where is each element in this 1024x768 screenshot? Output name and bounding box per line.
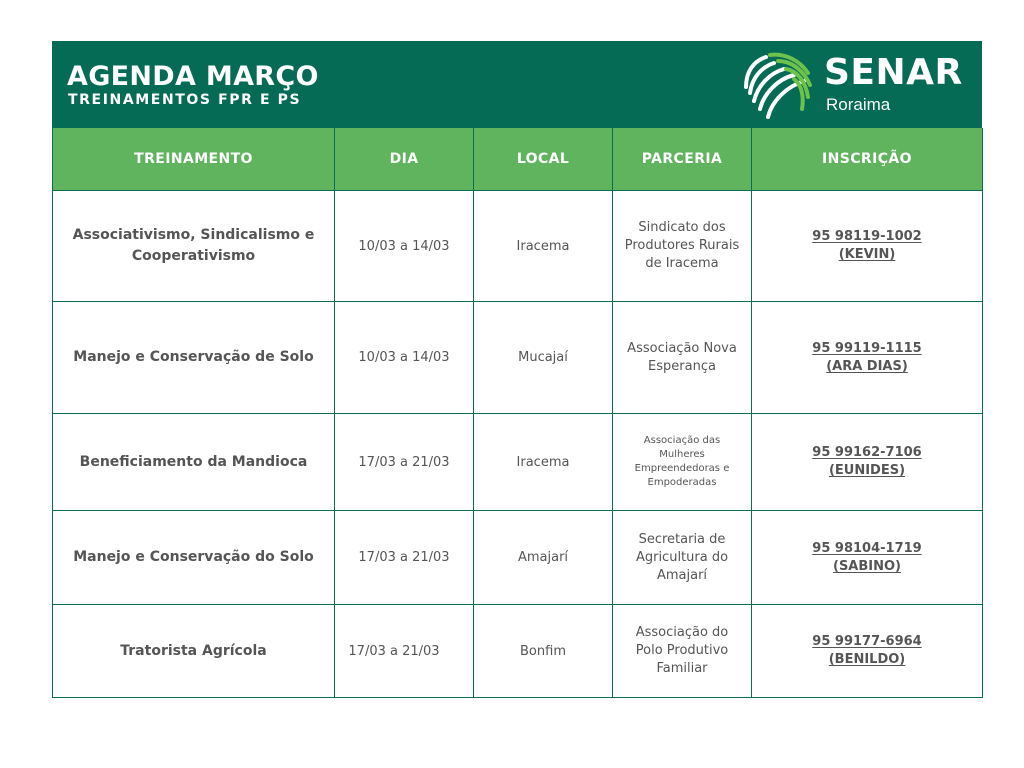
logo-region: Roraima [826, 95, 891, 114]
training-name: Tratorista Agrícola [53, 605, 335, 698]
registration-contact [752, 511, 983, 605]
column-header-partner: PARCERIA [613, 128, 752, 191]
registration-contact-name[interactable]: (EUNIDES) [828, 463, 906, 478]
registration-contact-name[interactable]: (BENILDO) [828, 652, 906, 667]
page-title: AGENDA MARÇO [67, 61, 319, 92]
column-header-day: DIA [335, 128, 474, 191]
training-name: Beneficiamento da Mandioca [53, 414, 335, 511]
training-partner: Secretaria de Agricultura do Amajarí [613, 511, 752, 605]
agenda-sheet [52, 41, 982, 698]
training-location: Iracema [474, 414, 613, 511]
registration-contact-name[interactable]: (ARA DIAS) [826, 358, 908, 374]
training-date: 17/03 a 21/03 [335, 511, 474, 605]
training-partner: Associação Nova Esperança [613, 302, 752, 414]
header-banner [52, 41, 982, 128]
training-location: Bonfim [474, 605, 613, 698]
training-partner: Associação das Mulheres Empreendedoras e Empoderadas [613, 414, 752, 511]
training-location: Iracema [474, 191, 613, 302]
registration-phone-link[interactable]: 95 99119-1115 [812, 340, 922, 356]
registration-phone-link[interactable]: 95 99177-6964 [812, 634, 922, 649]
table-header-row [53, 128, 983, 191]
table-row [53, 511, 983, 605]
training-date [335, 605, 474, 698]
training-name: Manejo e Conservação de Solo [53, 302, 335, 414]
table-row [53, 605, 983, 698]
training-name: Manejo e Conservação do Solo [53, 511, 335, 605]
senar-logo-mark-icon [740, 47, 816, 121]
training-location: Amajarí [474, 511, 613, 605]
training-location: Mucajaí [474, 302, 613, 414]
logo-name: SENAR [824, 52, 963, 93]
registration-contact [752, 414, 983, 511]
training-date: 10/03 a 14/03 [335, 302, 474, 414]
registration-phone-link[interactable]: 95 99162-7106 [812, 445, 922, 460]
column-header-training: TREINAMENTO [53, 128, 335, 191]
registration-contact-name[interactable]: (SABINO) [833, 558, 901, 574]
column-header-local: LOCAL [474, 128, 613, 191]
table-row [53, 302, 983, 414]
registration-contact-name[interactable]: (KEVIN) [838, 247, 896, 262]
registration-contact [752, 191, 983, 302]
training-table [52, 128, 983, 698]
column-header-registration: INSCRIÇÃO [752, 128, 983, 191]
table-row [53, 414, 983, 511]
training-date: 10/03 a 14/03 [335, 191, 474, 302]
training-date-text: 17/03 a 21/03 [348, 643, 440, 659]
registration-contact [752, 605, 983, 698]
training-partner: Associação do Polo Produtivo Familiar [613, 605, 752, 698]
training-date: 17/03 a 21/03 [335, 414, 474, 511]
registration-contact [752, 302, 983, 414]
registration-phone-link[interactable]: 95 98104-1719 [812, 540, 922, 556]
table-row [53, 191, 983, 302]
page-subtitle: TREINAMENTOS FPR E PS [68, 92, 302, 108]
senar-logo [740, 47, 970, 123]
training-name: Associativismo, Sindicalismo e Cooperativismo [53, 191, 335, 302]
registration-phone-link[interactable]: 95 98119-1002 [812, 229, 922, 244]
training-partner: Sindicato dos Produtores Rurais de Iracema [613, 191, 752, 302]
